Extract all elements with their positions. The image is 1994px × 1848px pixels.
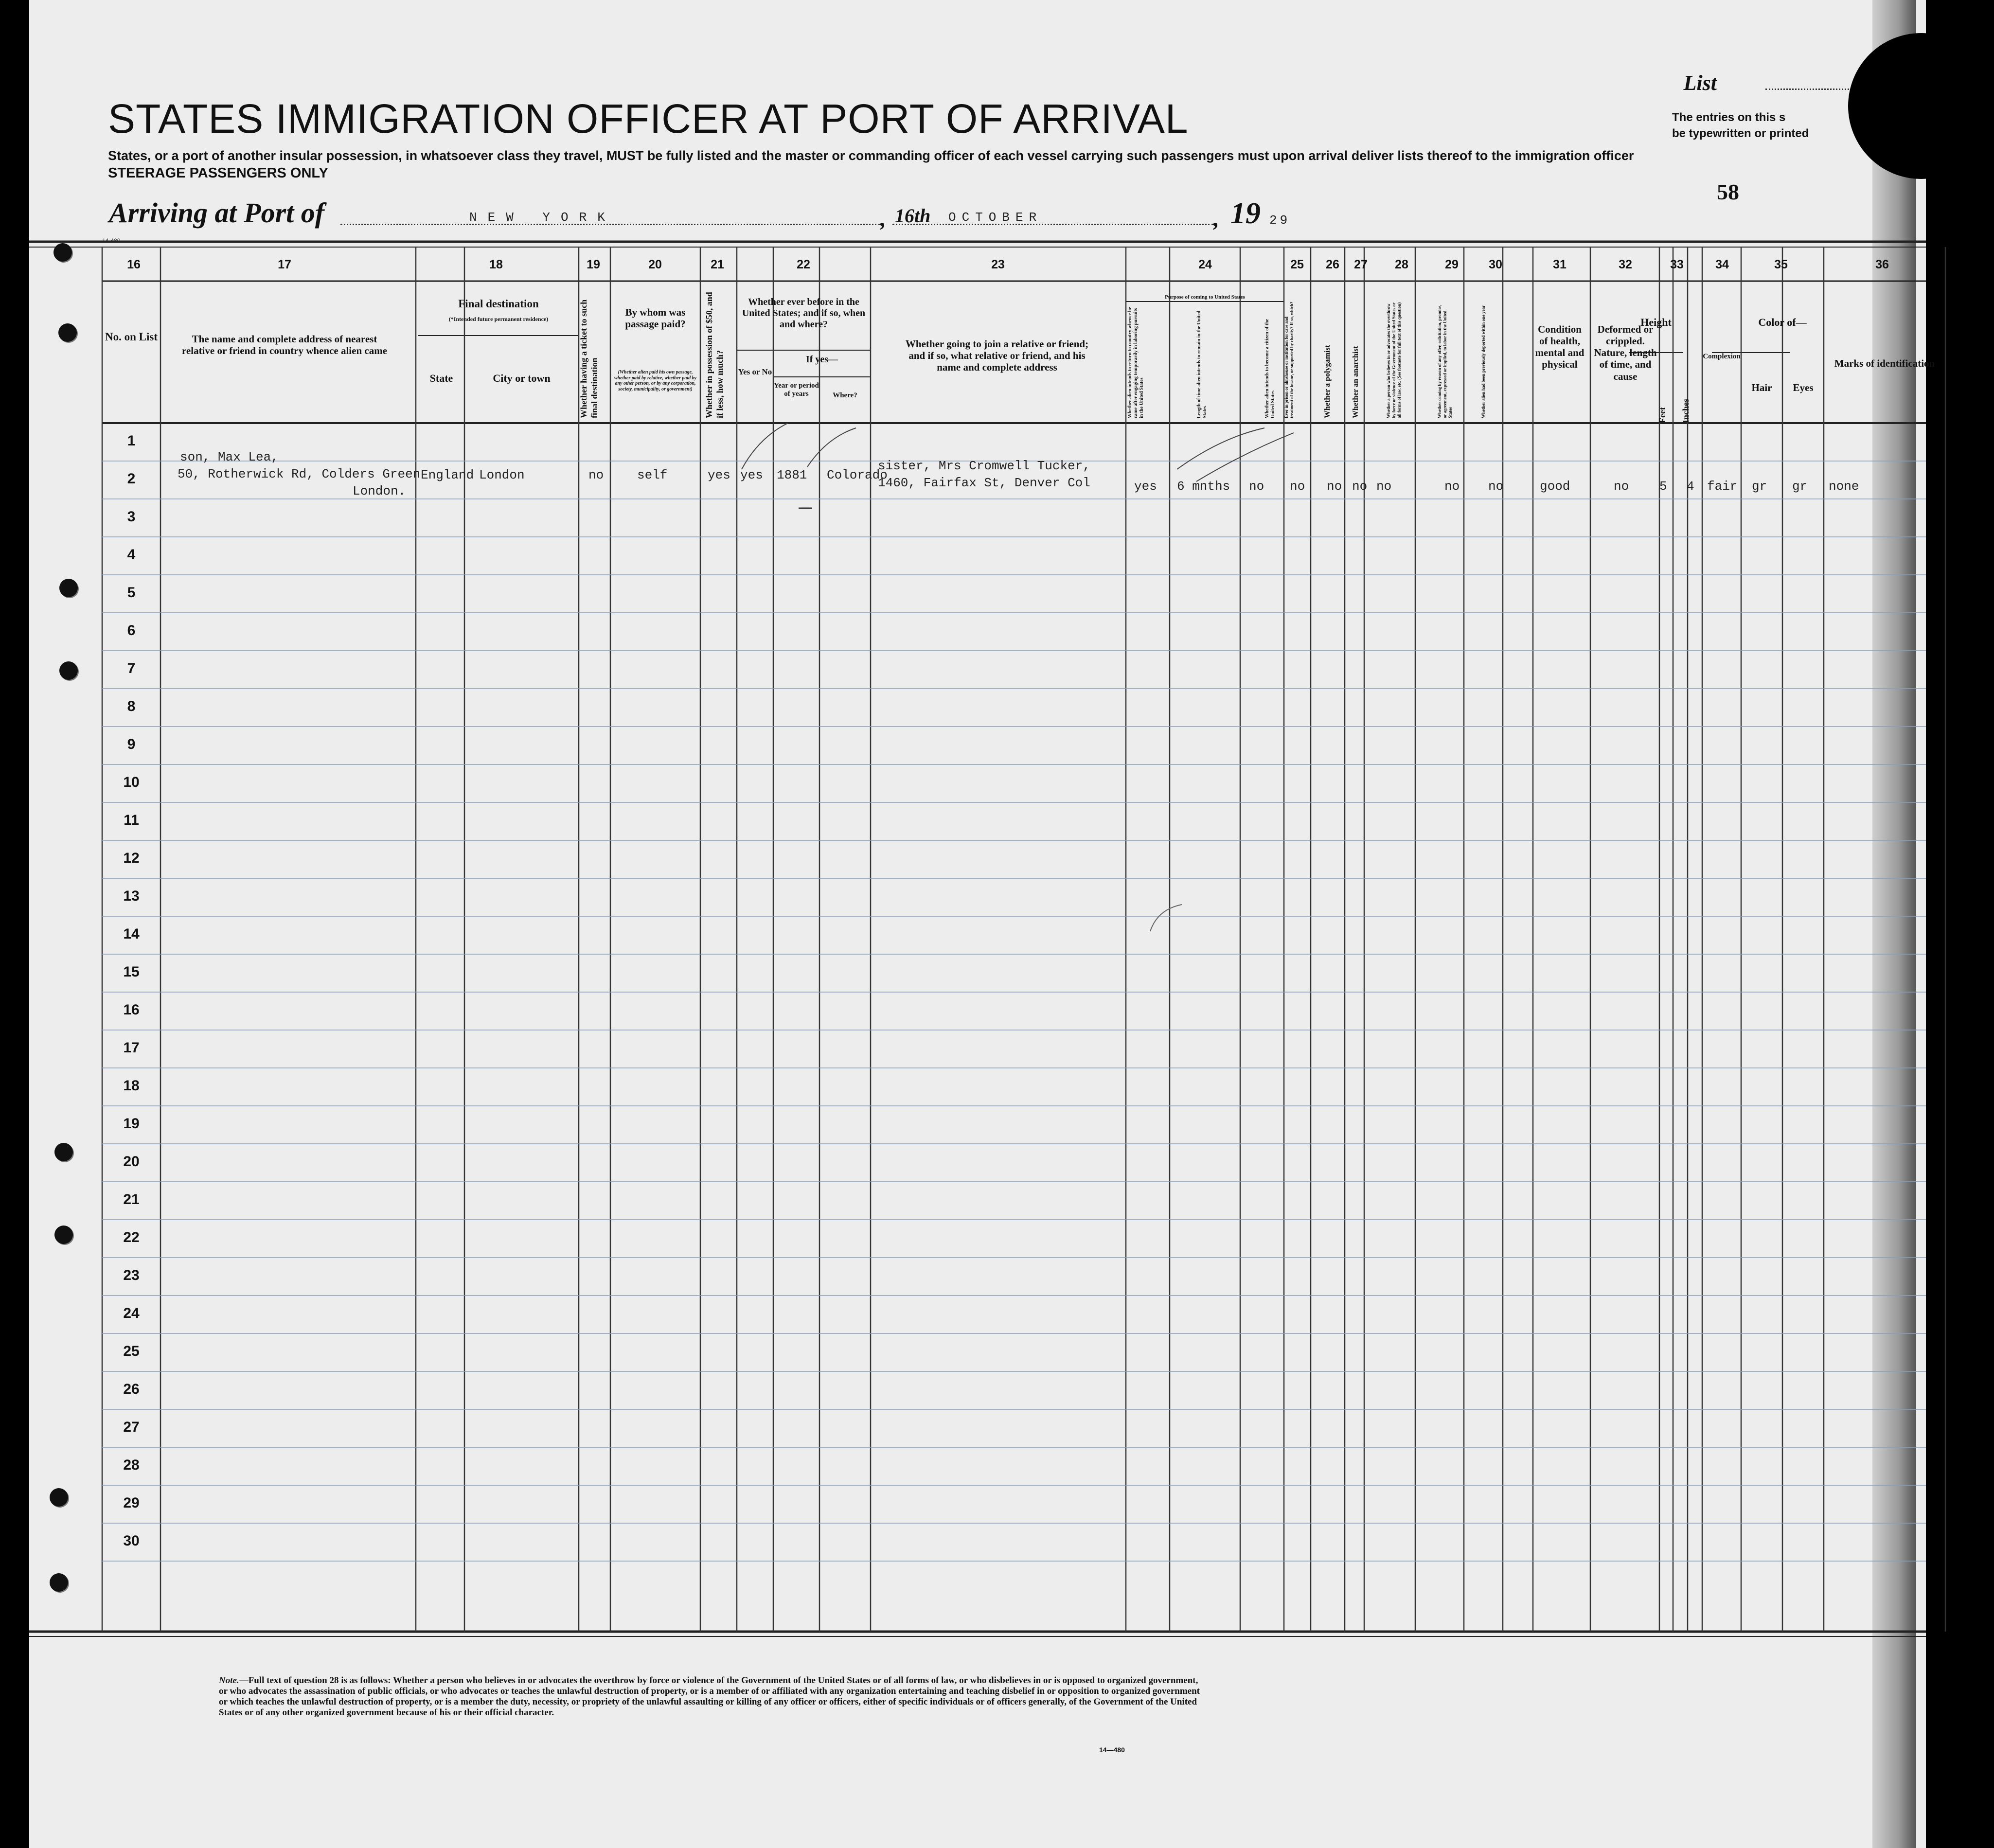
- hdr-ever-before: Whether ever before in the United States; and if so, when and where?: [742, 297, 866, 330]
- manifest-page: [29, 0, 1944, 1848]
- entry-health: good: [1540, 479, 1570, 494]
- row-number: 15: [123, 964, 140, 980]
- binder-hole: [59, 579, 78, 597]
- entry-feet: 5: [1659, 479, 1667, 494]
- row-number: 12: [123, 850, 140, 866]
- footnote: [219, 1675, 1206, 1718]
- comma-2: ,: [1213, 206, 1219, 231]
- hdr-offer: Whether coming by reason of any offer, solicitation, promise, or agreement, expressed or implied, to labor in the United States: [1437, 304, 1453, 418]
- entry-overthrow: no: [1376, 479, 1392, 494]
- hdr-height: Height: [1640, 316, 1672, 328]
- row-number: 11: [124, 812, 139, 828]
- entry-state: England: [421, 468, 474, 482]
- binder-hole: [59, 661, 78, 680]
- entry-relative-line-2: 50, Rotherwick Rd, Colders Green: [178, 467, 421, 481]
- col-num-20: 20: [648, 258, 662, 271]
- hdr-yes-no: Yes or No: [738, 367, 772, 376]
- hdr-city: City or town: [493, 372, 551, 384]
- row-number: 26: [123, 1381, 140, 1397]
- hdr-passage-paid: By whom was passage paid?: [625, 306, 686, 330]
- binder-hole: [54, 1226, 73, 1244]
- entry-length: 6 mnths: [1177, 479, 1230, 494]
- entry-where: Colorado: [827, 468, 888, 482]
- footnote-text: —Full text of question 28 is as follows: Whether a person who believes in or advocates the overthrow by force or violence of the Government of the United States or of all forms of law, or who disbelieves in or is opposed to organized government, or who advocates the assassination of public officials, or who advocates or teaches the unlawful destruction of property, or is a member of or affiliated with any organization entertaining and teaching disbelief in or opposition to organized government or which teaches the unlawful destruction of property, or is a member the duty, necessity, or propriety of the unlawful assaulting or killing of any officer or officers, either of specific individuals or of officers generally, of the Government of the United States or of any other organized government because of his or their official character.: [219, 1675, 1200, 1718]
- hdr-eyes: Eyes: [1793, 382, 1814, 393]
- hdr-anarchist: Whether an anarchist: [1352, 346, 1360, 418]
- list-label: List: [1683, 71, 1717, 95]
- entry-polygamist: no: [1327, 479, 1342, 494]
- col-num-31: 31: [1553, 258, 1567, 271]
- entry-paid-by: self: [637, 468, 668, 482]
- hdr-complexion: Complexion: [1703, 353, 1741, 360]
- entry-complexion: fair: [1707, 479, 1738, 494]
- row-number: 1: [127, 433, 136, 449]
- page-title: STATES IMMIGRATION OFFICER AT PORT OF ARRIVAL: [108, 96, 1189, 142]
- hdr-year: Year or period of years: [774, 382, 819, 398]
- row-number: 6: [127, 622, 136, 639]
- hdr-join-relative: Whether going to join a relative or friend; and if so, what relative or friend, and his name and complete address: [905, 338, 1089, 373]
- hdr-color-of: Color of—: [1758, 316, 1807, 328]
- footnote-label: Note.: [219, 1675, 239, 1686]
- entry-deported: no: [1488, 479, 1504, 494]
- hdr-nearest-relative: The name and complete address of nearest relative or friend in country whence alien came: [181, 333, 388, 357]
- row-number: 18: [123, 1078, 140, 1094]
- entry-citizen: no: [1249, 479, 1264, 494]
- hdr-return-country: Whether alien intends to return to country whence he came after engaging temporarily in laboring pursuits in the United States: [1127, 307, 1144, 418]
- entry-ticket: no: [588, 468, 604, 482]
- binder-hole: [58, 323, 77, 342]
- entry-eyes: gr: [1792, 479, 1808, 494]
- entry-deformed: no: [1614, 479, 1629, 494]
- entries-line-1: The entries on this s: [1672, 111, 1786, 124]
- row-number: 10: [123, 774, 140, 790]
- row-number: 3: [127, 509, 136, 525]
- row-number: 8: [127, 698, 136, 714]
- row-number: 9: [127, 736, 136, 752]
- form-code-top: 14-480: [102, 237, 121, 244]
- col-num-36: 36: [1875, 258, 1889, 271]
- col-num-35: 35: [1774, 258, 1788, 271]
- hdr-overthrow: Whether a person who believes in or advocates the overthrow by force or violence of the Government of the United States or all forms of law, etc. (See footnote for full text of this question): [1386, 302, 1402, 418]
- row-number: 27: [123, 1419, 140, 1435]
- entry-before: yes: [740, 468, 763, 482]
- entry-join-line-2: 1460, Fairfax St, Denver Col: [878, 476, 1090, 490]
- hdr-ticket: Whether having a ticket to such final destination: [579, 299, 599, 418]
- hdr-final-destination-note: (*Intended future permanent residence): [448, 316, 549, 322]
- entry-hair: gr: [1752, 479, 1767, 494]
- hdr-prison: Ever in prison or almshouse or institution for care and treatment of the insane, or supported by charity? If so, which?: [1284, 302, 1294, 418]
- arriving-label: Arriving at Port of: [109, 197, 325, 229]
- hdr-polygamist: Whether a polygamist: [1323, 345, 1332, 418]
- col-num-33: 33: [1670, 258, 1684, 271]
- col-num-27: 27: [1354, 258, 1368, 271]
- col-num-25: 25: [1290, 258, 1304, 271]
- row-number: 21: [123, 1191, 140, 1208]
- entry-offer: no: [1444, 479, 1460, 494]
- row-number: 28: [123, 1457, 140, 1473]
- col-num-23: 23: [991, 258, 1005, 271]
- hdr-passage-paid-note: (Whether alien paid his own passage, whether paid by relative, whether paid by any other person, or by any corporation, society, municipality, or government): [614, 370, 697, 392]
- col-num-30: 30: [1489, 258, 1502, 271]
- day-value: 16th: [895, 205, 931, 227]
- row-number: 19: [123, 1116, 140, 1132]
- binder-hole: [53, 243, 72, 262]
- class-line: STEERAGE PASSENGERS ONLY: [108, 165, 328, 181]
- row-number: 14: [123, 926, 140, 942]
- hdr-inches: Inches: [1681, 398, 1691, 423]
- row-number: 4: [127, 547, 136, 563]
- list-number: 9: [1863, 30, 1944, 194]
- hdr-state: State: [429, 372, 453, 384]
- hdr-no-on-list: No. on List: [105, 331, 158, 343]
- col-num-26: 26: [1326, 258, 1339, 271]
- entry-year: 1881: [777, 468, 807, 482]
- row-number: 13: [123, 888, 140, 904]
- entry-inches: 4: [1687, 479, 1694, 494]
- hdr-hair: Hair: [1751, 382, 1772, 393]
- row-number: 30: [123, 1533, 140, 1549]
- hdr-length-stay: Length of time alien intends to remain in the United States: [1196, 310, 1208, 418]
- col-num-28: 28: [1395, 258, 1408, 271]
- year-prefix: 19: [1230, 197, 1261, 230]
- instruction-line: States, or a port of another insular possession, in whatsoever class they travel, MUST be fully listed and the master or commanding officer of each vessel carrying such passengers must upon arrival deliver lists thereof to the immigration officer: [108, 148, 1634, 163]
- col-num-22: 22: [797, 258, 810, 271]
- hdr-become-citizen: Whether alien intends to become a citizen of the United States: [1264, 319, 1276, 418]
- entry-join-line-1: sister, Mrs Cromwell Tucker,: [878, 459, 1090, 473]
- comma-1: ,: [880, 206, 886, 231]
- hdr-where: Where?: [833, 391, 857, 399]
- row-number: 24: [123, 1305, 140, 1321]
- port-value: NEW YORK: [469, 210, 616, 225]
- binder-hole: [50, 1488, 68, 1507]
- hdr-fifty-dollars: Whether in possession of $50, and if less, how much?: [704, 292, 725, 418]
- col-num-34: 34: [1715, 258, 1729, 271]
- pen-marks: [29, 0, 1926, 1848]
- col-num-24: 24: [1198, 258, 1212, 271]
- hdr-purpose: Purpose of coming to United States: [1165, 294, 1245, 300]
- entry-money: yes: [708, 468, 730, 482]
- hdr-deformed: Deformed or crippled. Nature, length of time, and cause: [1594, 323, 1657, 382]
- entry-anarchist: no: [1352, 479, 1368, 494]
- col-num-17: 17: [278, 258, 291, 271]
- row-number: 22: [123, 1229, 140, 1245]
- col-num-32: 32: [1619, 258, 1632, 271]
- row-number: 7: [127, 660, 136, 676]
- col-num-29: 29: [1445, 258, 1459, 271]
- month-value: OCTOBER: [948, 210, 1043, 225]
- entries-line-2: be typewritten or printed: [1672, 127, 1809, 140]
- footnote-form-code: 14—480: [1099, 1746, 1125, 1754]
- hdr-deported: Whether alien had been previously deported within one year: [1481, 305, 1486, 418]
- col-num-16: 16: [127, 258, 141, 271]
- entry-return: yes: [1134, 479, 1157, 494]
- row-number: 5: [127, 585, 136, 601]
- entry-city: London: [479, 468, 525, 482]
- col-num-18: 18: [489, 258, 503, 271]
- hdr-final-destination: Final destination: [458, 298, 539, 310]
- entry-relative-line-3: London.: [353, 484, 406, 498]
- year-suffix: 29: [1269, 213, 1291, 228]
- row-number: 16: [123, 1002, 140, 1018]
- col-num-21: 21: [711, 258, 724, 271]
- row-number: 2: [127, 471, 136, 487]
- binder-hole: [54, 1143, 73, 1161]
- row-number: 20: [123, 1154, 140, 1170]
- hdr-health: Condition of health, mental and physical: [1535, 323, 1585, 371]
- hdr-marks: Marks of identification: [1834, 357, 1935, 369]
- row-number: 23: [123, 1267, 140, 1283]
- hdr-if-yes: If yes—: [805, 354, 838, 365]
- entry-relative-line-1: son, Max Lea,: [180, 450, 279, 464]
- binder-hole: [50, 1573, 68, 1592]
- hdr-feet: Feet: [1657, 407, 1667, 423]
- row-number: 29: [123, 1495, 140, 1511]
- page-number: 58: [1717, 179, 1739, 204]
- col-num-19: 19: [587, 258, 600, 271]
- row-number: 25: [123, 1343, 140, 1359]
- entry-marks: none: [1829, 479, 1859, 494]
- row-number: 17: [123, 1040, 140, 1056]
- entry-prison: no: [1290, 479, 1305, 494]
